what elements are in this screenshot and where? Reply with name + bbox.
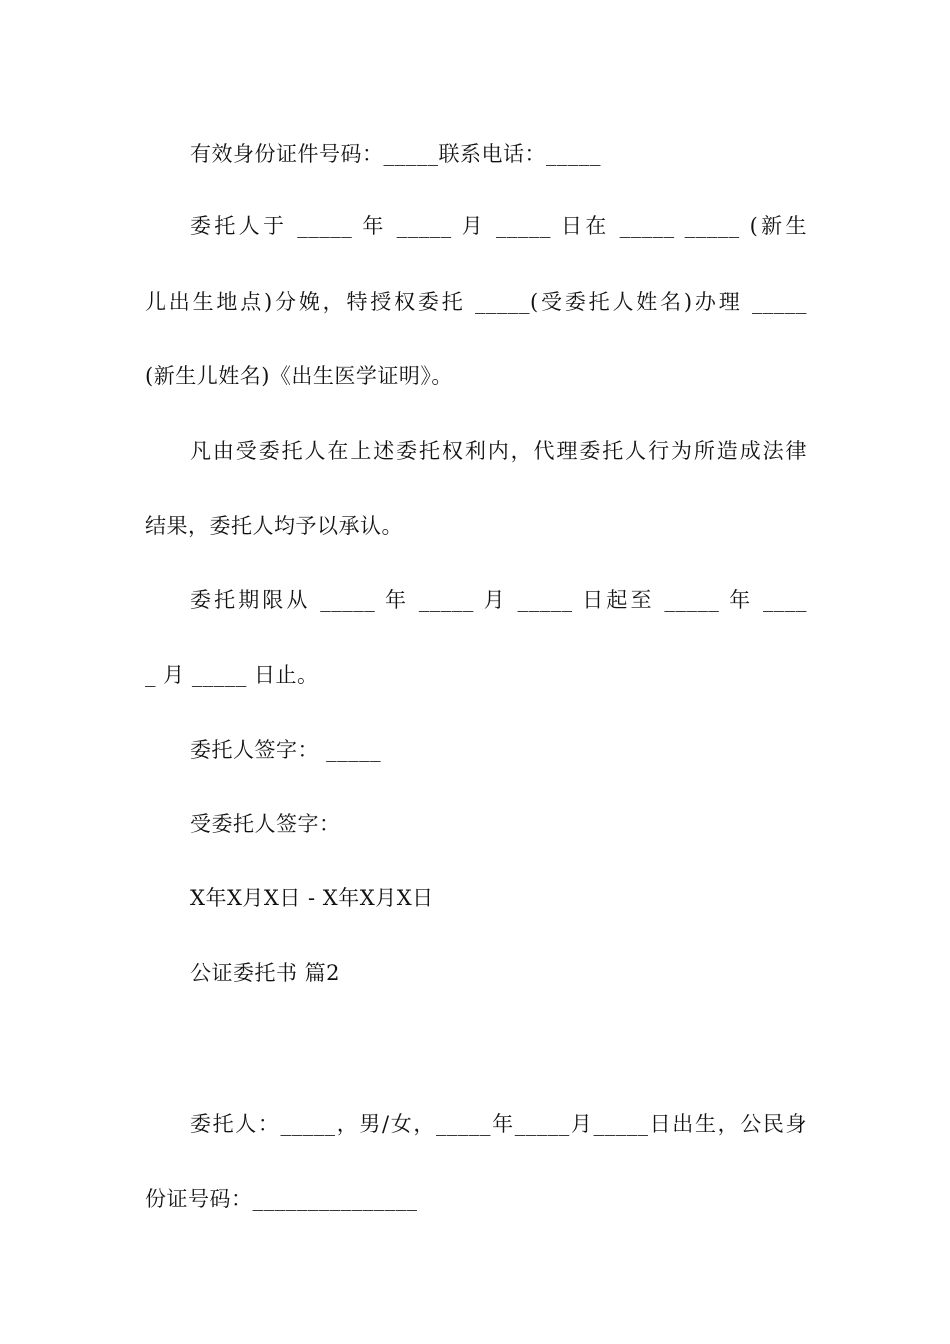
principal-signature-line: 委托人签字： _____ (190, 738, 382, 762)
delegation-paragraph-line-2: 儿出生地点)分娩，特授权委托 _____(受委托人姓名)办理 _____ (145, 290, 807, 314)
principal-info-line-2: 份证号码：_______________ (145, 1187, 418, 1211)
delegation-paragraph-line-1: 委托人于 _____ 年 _____ 月 _____ 日在 _____ _____ (新生 (190, 214, 807, 238)
principal-info-line-1: 委托人：_____，男/女，_____年_____月_____日出生，公民身 (190, 1112, 807, 1136)
id-and-phone-line: 有效身份证件号码：_____联系电话：_____ (190, 142, 601, 166)
acknowledgement-paragraph-line-2: 结果，委托人均予以承认。 (145, 514, 403, 538)
term-paragraph-line-2: _ 月 _____ 日止。 (145, 663, 319, 687)
term-paragraph-line-1: 委托期限从 _____ 年 _____ 月 _____ 日起至 _____ 年 ____ (190, 588, 807, 612)
acknowledgement-paragraph-line-1: 凡由受委托人在上述委托权利内，代理委托人行为所造成法律 (190, 439, 807, 463)
section-heading: 公证委托书 篇2 (190, 961, 341, 985)
delegation-paragraph-line-3: (新生儿姓名)《出生医学证明》。 (145, 364, 453, 388)
date-range-line: X年X月X日 - X年X月X日 (190, 886, 434, 910)
agent-signature-line: 受委托人签字： (190, 812, 341, 836)
